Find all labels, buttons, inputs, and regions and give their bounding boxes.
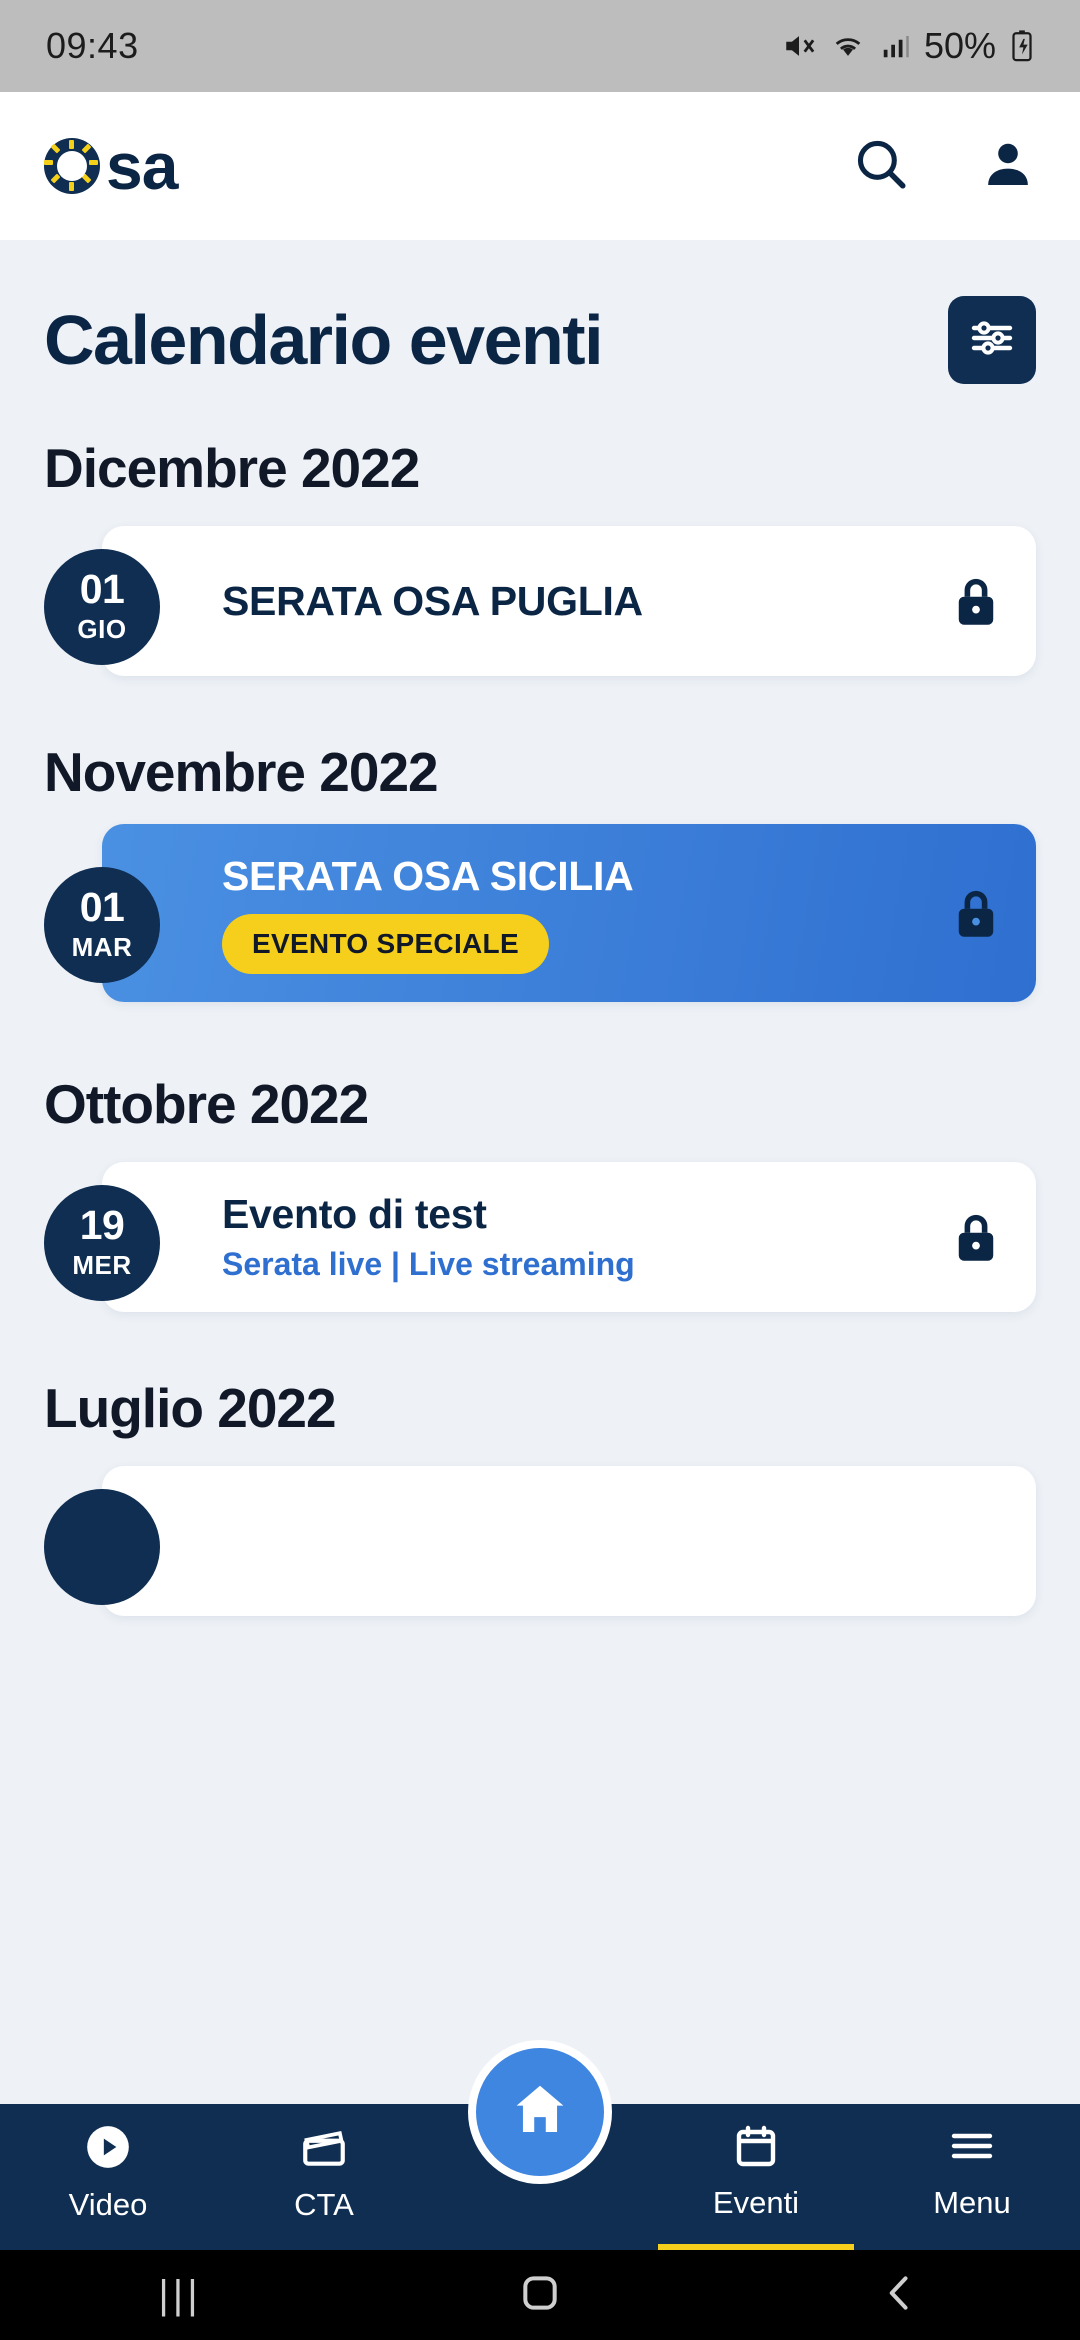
lock-icon [950,885,1002,941]
event-date-day: 19 [79,1202,125,1248]
event-date-badge [44,1185,160,1301]
status-time: 09:43 [46,25,139,66]
nav-label: Eventi [712,2185,800,2220]
nav-item-video[interactable] [0,2122,216,2223]
page-title: Calendario eventi [44,301,603,379]
event-title: Evento di test [222,1191,487,1237]
signal-icon [880,29,910,63]
home-icon [507,2077,573,2148]
status-icons [782,25,1034,67]
event-card[interactable] [102,1162,1036,1312]
filter-sliders-icon [968,314,1016,367]
person-icon[interactable] [980,136,1036,197]
event-card[interactable] [102,526,1036,676]
hamburger-icon [946,2122,998,2175]
month-heading: Luglio 2022 [44,1377,336,1439]
calendar-icon [732,2122,780,2175]
app-bar-actions [852,135,1036,198]
status-bar [0,0,1080,92]
event-date-dow: GIO [77,614,127,644]
nav-label: Video [68,2187,148,2222]
event-date-dow: MAR [71,932,133,962]
event-date-badge [44,549,160,665]
event-title: SERATA OSA SICILIA [222,852,634,899]
event-date-badge [44,867,160,983]
battery-percent: 50% [923,25,996,66]
home-fab-button[interactable] [468,2040,612,2184]
event-date-day: 01 [79,884,125,930]
wifi-icon [830,29,866,63]
nav-label: Menu [933,2185,1011,2220]
nav-item-eventi[interactable] [648,2122,864,2221]
month-heading: Novembre 2022 [44,741,438,803]
event-main [222,578,950,625]
event-date-badge [44,1489,160,1605]
recents-icon: ||| [158,2272,202,2317]
status-badge: EVENTO SPECIALE [222,914,549,974]
nav-item-menu[interactable] [864,2122,1080,2221]
event-row[interactable] [44,1162,1036,1324]
event-row[interactable] [44,1466,1036,1628]
chevron-left-icon [878,2271,922,2320]
mute-icon [782,29,816,63]
event-main [222,1191,950,1283]
events-list[interactable] [0,240,1080,2340]
event-title: SERATA OSA PUGLIA [222,577,643,624]
page-title-row [44,296,1036,384]
event-date-dow: MER [72,1250,132,1280]
event-card-featured[interactable] [102,824,1036,1002]
logo-wordmark: sa [106,129,178,203]
event-subtitle: Serata live | Live streaming [222,1246,635,1282]
month-heading: Ottobre 2022 [44,1073,369,1135]
square-icon [518,2271,562,2320]
event-row[interactable] [44,526,1036,688]
app-bar [0,92,1080,240]
system-navigation-bar [0,2250,1080,2340]
lock-icon [950,573,1002,629]
osa-logo-icon [44,138,100,194]
filter-button[interactable] [948,296,1036,384]
month-heading: Dicembre 2022 [44,437,420,499]
event-card[interactable] [102,1466,1036,1616]
recents-button[interactable] [0,2273,360,2318]
clapperboard-icon [299,2122,349,2177]
lock-icon [950,1209,1002,1265]
event-date-day: 01 [79,566,125,612]
battery-charging-icon [1010,29,1034,63]
back-button[interactable] [720,2271,1080,2320]
event-main [222,853,950,974]
play-circle-icon [83,2122,133,2177]
nav-item-cta[interactable] [216,2122,432,2223]
home-button[interactable] [360,2271,720,2320]
event-row[interactable] [44,830,1036,1020]
search-icon[interactable] [852,135,910,198]
osa-logo[interactable] [44,129,178,203]
nav-label: CTA [294,2187,354,2222]
